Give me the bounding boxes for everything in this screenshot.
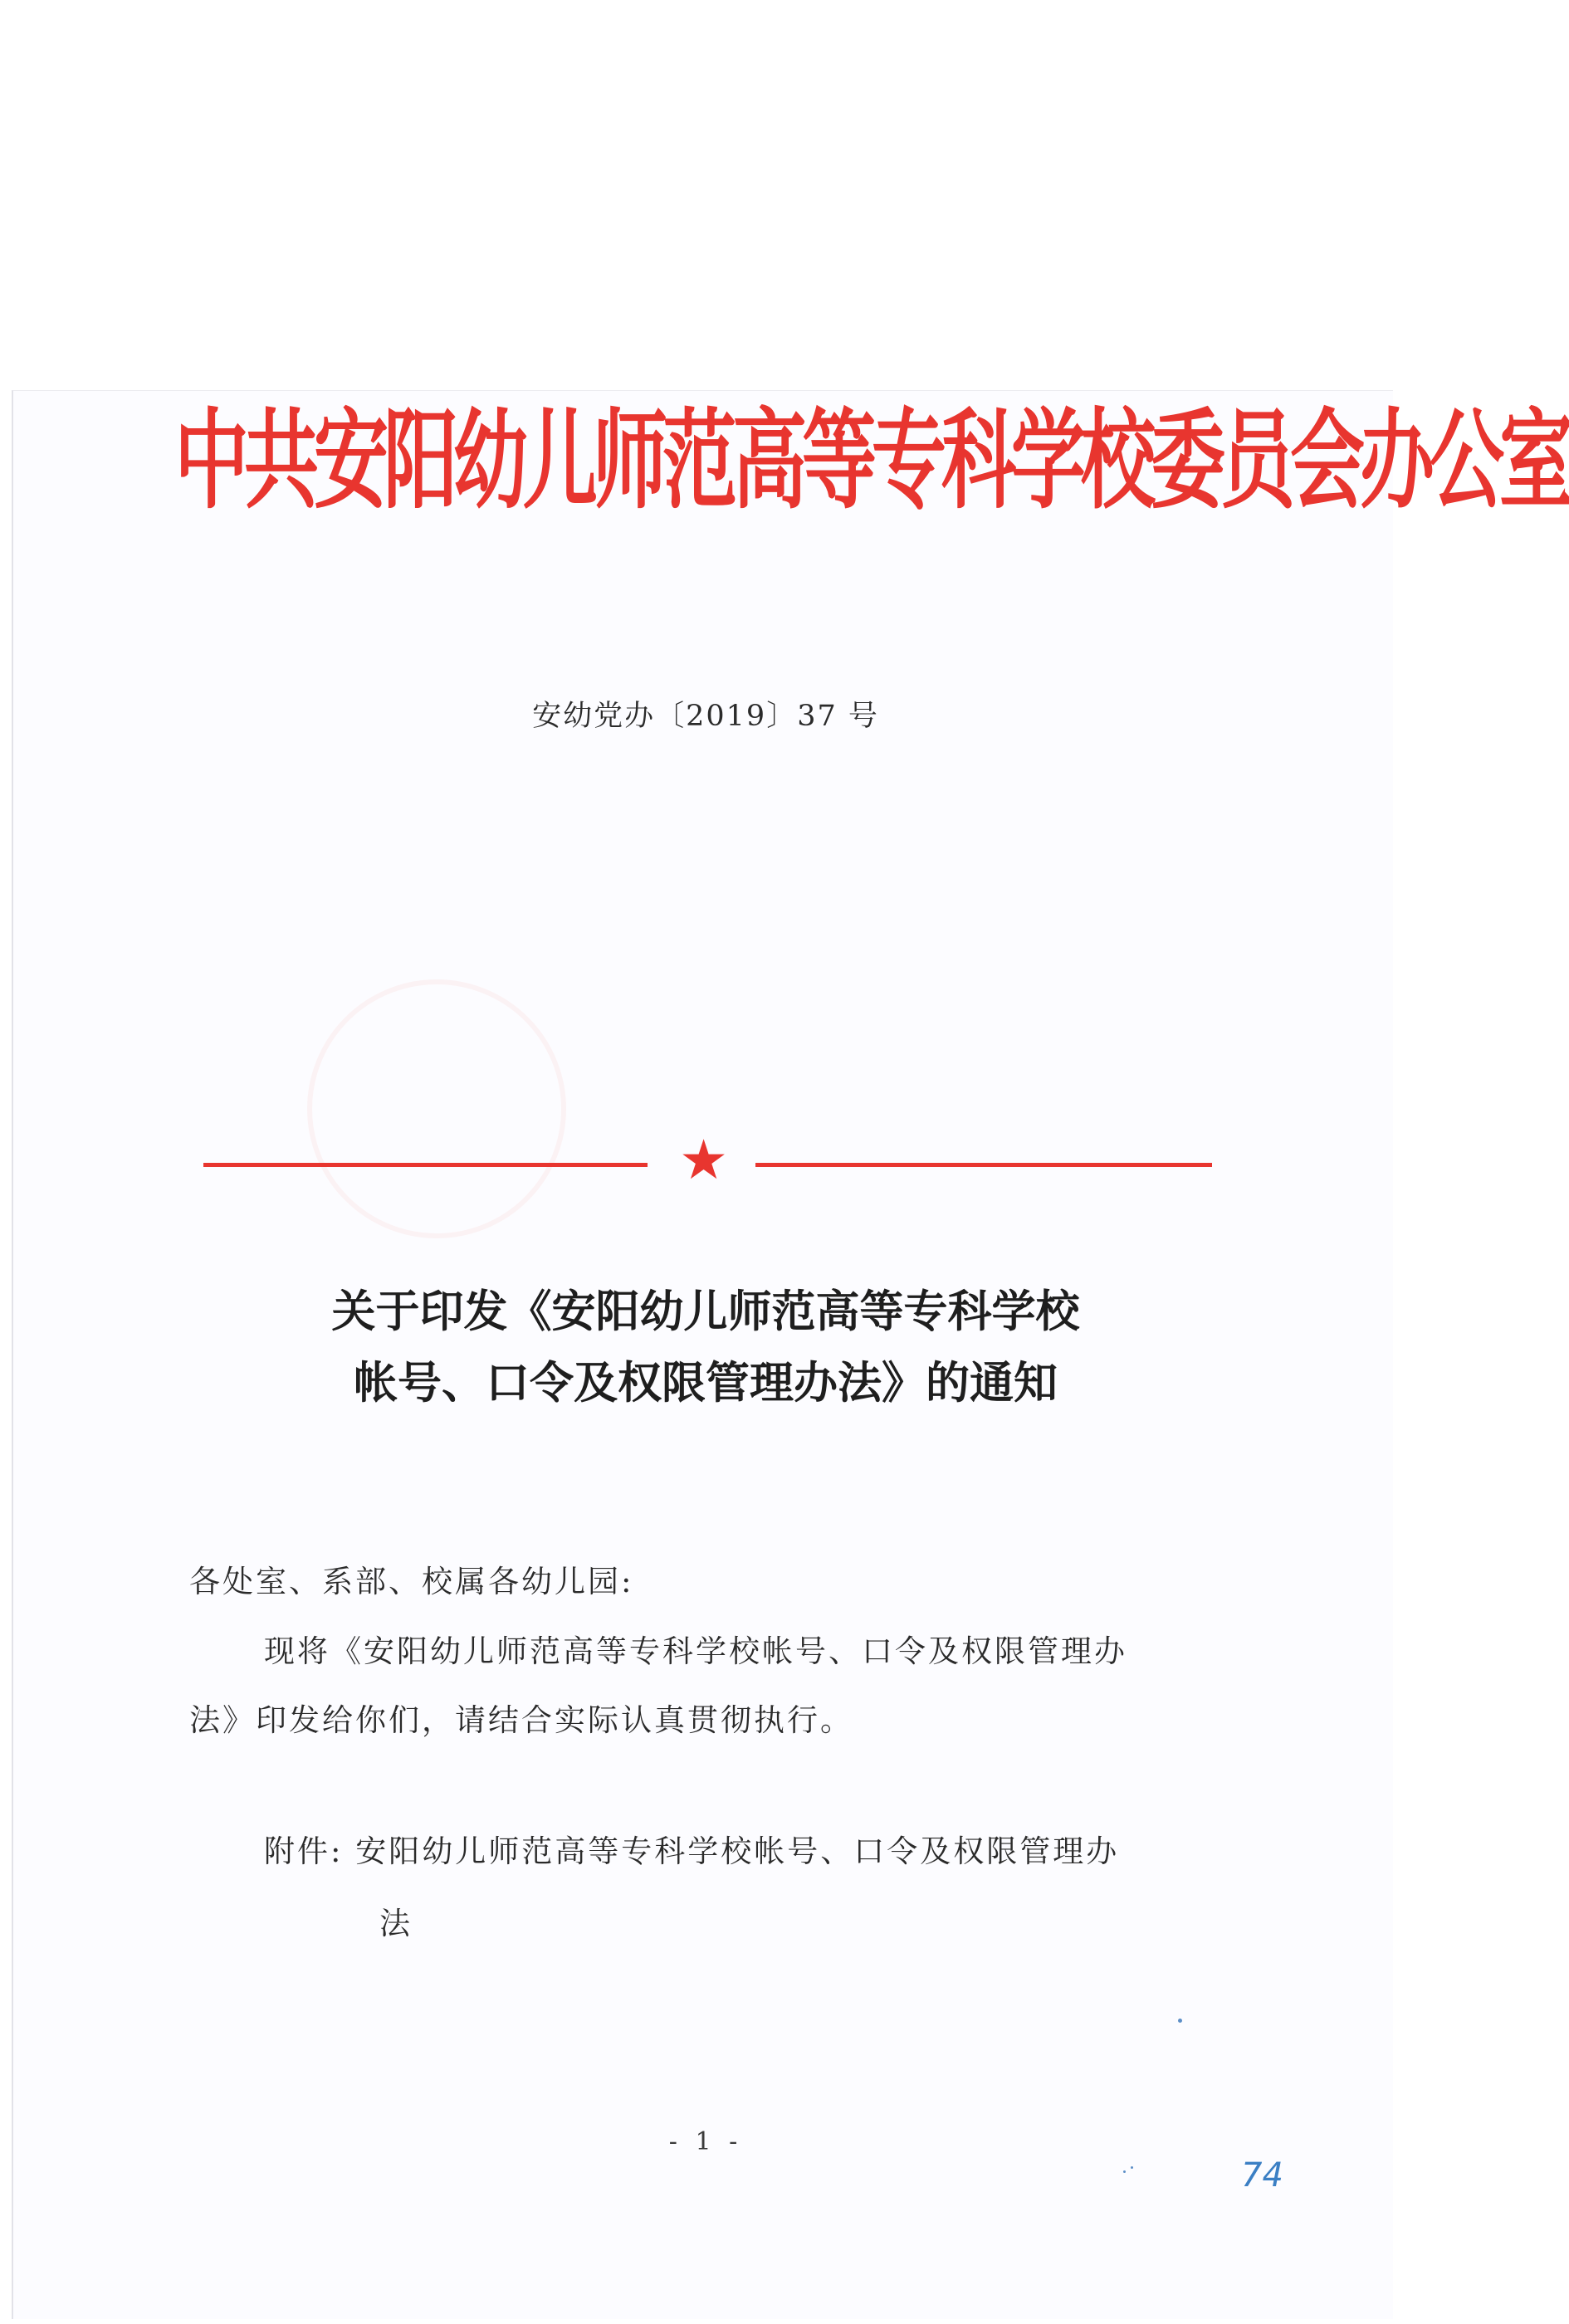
- red-divider-right: [755, 1163, 1212, 1167]
- notice-title-line-2: 帐号、口令及权限管理办法》的通知: [354, 1357, 1058, 1409]
- ink-speck: [1123, 2170, 1126, 2173]
- red-divider-left: [203, 1163, 648, 1167]
- body-paragraph-line-2: 法》印发给你们，请结合实际认真贯彻执行。: [189, 1702, 853, 1738]
- salutation: 各处室、系部、校属各幼儿园:: [189, 1564, 634, 1599]
- handwritten-page-mark: 74: [1241, 2156, 1283, 2195]
- attachment-line-1: 附件: 安阳幼儿师范高等专科学校帐号、口令及权限管理办: [264, 1833, 1120, 1869]
- ink-speck: [1178, 2019, 1182, 2023]
- body-paragraph-line-1: 现将《安阳幼儿师范高等专科学校帐号、口令及权限管理办: [264, 1633, 1127, 1669]
- faint-stamp-seal: [307, 979, 566, 1238]
- document-number: 安幼党办〔2019〕37 号: [532, 700, 879, 733]
- attachment-line-2: 法: [379, 1906, 413, 1941]
- issuing-organization-header: 中共安阳幼儿师范高等专科学校委员会办公室: [174, 397, 1569, 525]
- page-number: - 1 -: [668, 2127, 743, 2156]
- notice-title-line-1: 关于印发《安阳幼儿师范高等专科学校: [331, 1286, 1080, 1337]
- red-star-icon: ★: [679, 1128, 729, 1192]
- ink-speck: [1131, 2166, 1133, 2169]
